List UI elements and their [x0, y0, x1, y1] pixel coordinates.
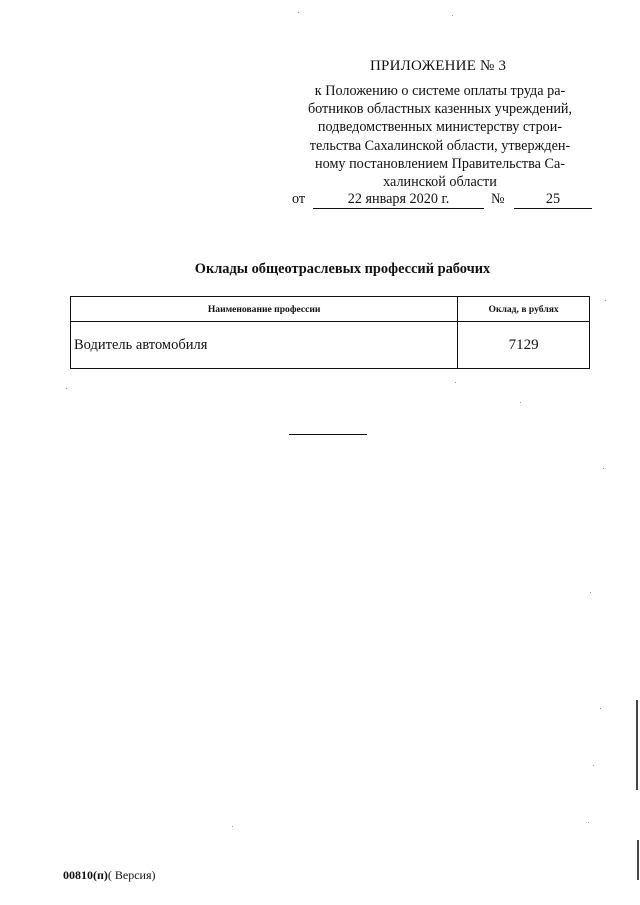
appendix-line: ному постановлением Правительства Са-	[315, 155, 565, 172]
date-prefix: от	[292, 191, 306, 207]
appendix-line: тельства Сахалинской области, утвержден-	[309, 137, 571, 154]
end-separator-line	[289, 434, 367, 435]
salary-table	[70, 296, 590, 369]
salary-cell: 7129	[458, 322, 590, 369]
scan-speck	[588, 822, 589, 823]
scan-speck	[605, 300, 606, 301]
scan-speck	[66, 388, 67, 389]
table-header-row	[71, 297, 590, 322]
document-version: ( Версия)	[107, 868, 156, 882]
approval-date-row	[292, 191, 602, 211]
appendix-description	[280, 82, 600, 191]
scan-speck	[455, 382, 456, 383]
appendix-line: ботников областных казенных учреждений,	[307, 101, 573, 118]
scan-edge-mark	[636, 700, 638, 790]
appendix-line: подведомственных министерству строи-	[317, 119, 563, 136]
scan-speck	[232, 826, 233, 827]
column-header-salary: Оклад, в рублях	[458, 297, 590, 322]
scan-speck	[520, 402, 521, 403]
resolution-number: 25	[514, 191, 592, 209]
scan-speck	[452, 15, 453, 16]
footer-code	[63, 868, 156, 883]
appendix-line: халинской области	[383, 174, 497, 191]
scan-speck	[298, 12, 299, 13]
document-code: 00810(п)	[63, 868, 108, 882]
approval-date: 22 января 2020 г.	[313, 191, 484, 209]
number-prefix: №	[491, 191, 505, 207]
column-header-profession: Наименование профессии	[71, 297, 458, 322]
table-row	[71, 322, 590, 369]
appendix-title: ПРИЛОЖЕНИЕ № 3	[370, 58, 507, 74]
appendix-line: к Положению о системе оплаты труда ра-	[314, 83, 566, 99]
scan-speck	[603, 468, 604, 469]
scan-speck	[593, 765, 594, 766]
scan-speck	[590, 592, 591, 593]
profession-cell: Водитель автомобиля	[71, 322, 458, 369]
scan-edge-mark	[637, 840, 639, 880]
scan-speck	[600, 708, 601, 709]
table-title: Оклады общеотраслевых профессий рабочих	[194, 261, 491, 277]
